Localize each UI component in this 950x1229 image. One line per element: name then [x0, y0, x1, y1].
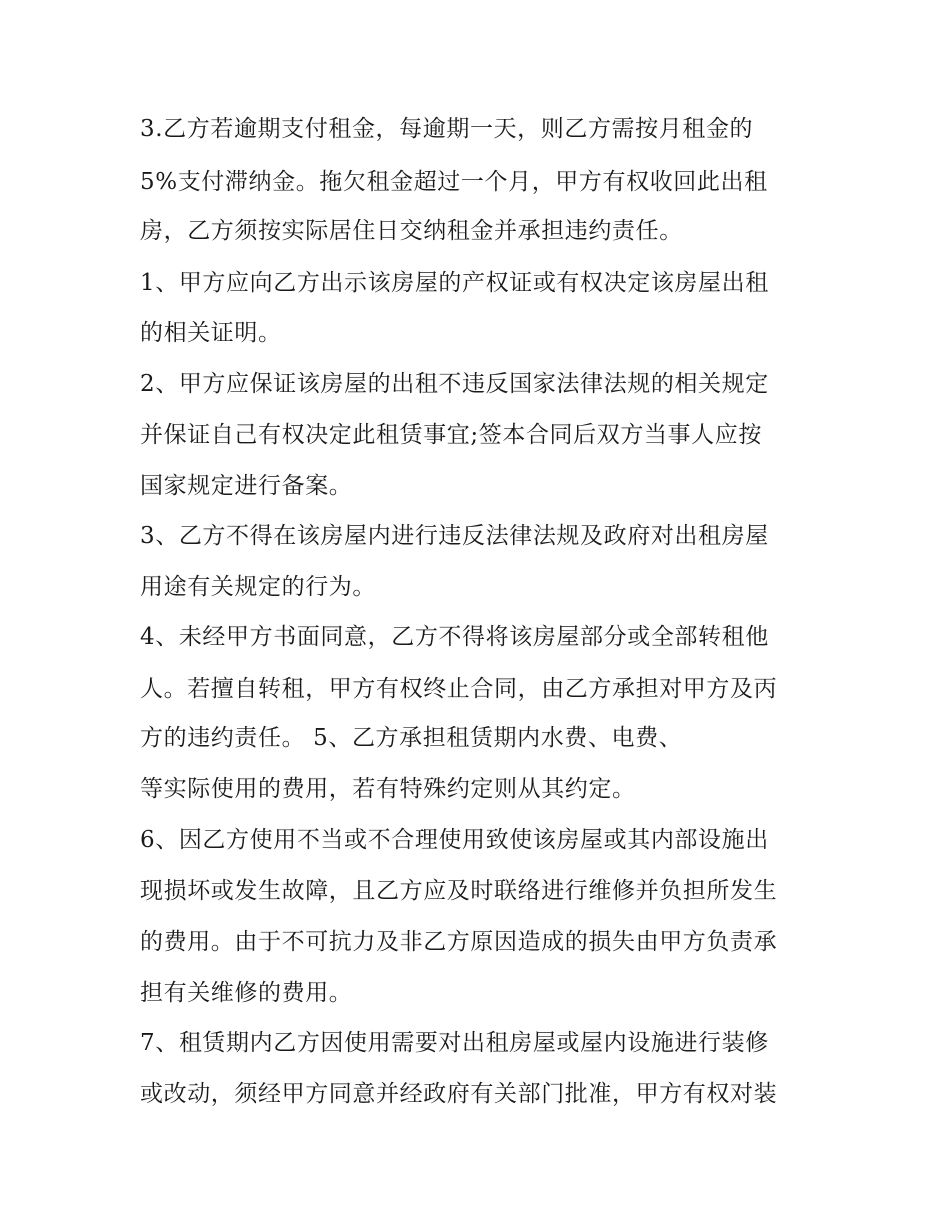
text-line: 等实际使用的费用，若有特殊约定则从其约定。	[140, 776, 636, 802]
text-line: 7、租赁期内乙方因使用需要对出租房屋或屋内设施进行装修	[140, 1030, 769, 1056]
text-line: 6、因乙方使用不当或不合理使用致使该房屋或其内部设施出	[140, 827, 769, 853]
text-line: 的相关证明。	[140, 320, 282, 346]
text-line: 2、甲方应保证该房屋的出租不违反国家法律法规的相关规定	[140, 371, 769, 397]
text-line: 3、乙方不得在该房屋内进行违反法律法规及政府对出租房屋	[140, 523, 769, 549]
text-line: 方的违约责任。 5、乙方承担租赁期内水费、电费、	[140, 725, 683, 751]
text-line: 用途有关规定的行为。	[140, 574, 376, 600]
text-line: 5%支付滞纳金。拖欠租金超过一个月，甲方有权收回此出租	[140, 169, 768, 195]
text-line: 的费用。由于不可抗力及非乙方原因造成的损失由甲方负责承	[140, 929, 778, 955]
text-line: 3.乙方若逾期支付租金，每逾期一天，则乙方需按月租金的	[140, 116, 754, 142]
text-line: 或改动，须经甲方同意并经政府有关部门批准，甲方有权对装	[140, 1081, 778, 1107]
text-line: 现损坏或发生故障，且乙方应及时联络进行维修并负担所发生	[140, 878, 778, 904]
text-line: 1、甲方应向乙方出示该房屋的产权证或有权决定该房屋出租	[140, 270, 769, 296]
text-line: 国家规定进行备案。	[140, 473, 353, 499]
text-line: 人。若擅自转租，甲方有权终止合同，由乙方承担对甲方及丙	[140, 676, 778, 702]
text-line: 并保证自己有权决定此租赁事宜;签本合同后双方当事人应按	[140, 422, 762, 448]
text-line: 担有关维修的费用。	[140, 980, 353, 1006]
text-line: 房，乙方须按实际居住日交纳租金并承担违约责任。	[140, 218, 683, 244]
text-line: 4、未经甲方书面同意，乙方不得将该房屋部分或全部转租他	[140, 624, 769, 650]
